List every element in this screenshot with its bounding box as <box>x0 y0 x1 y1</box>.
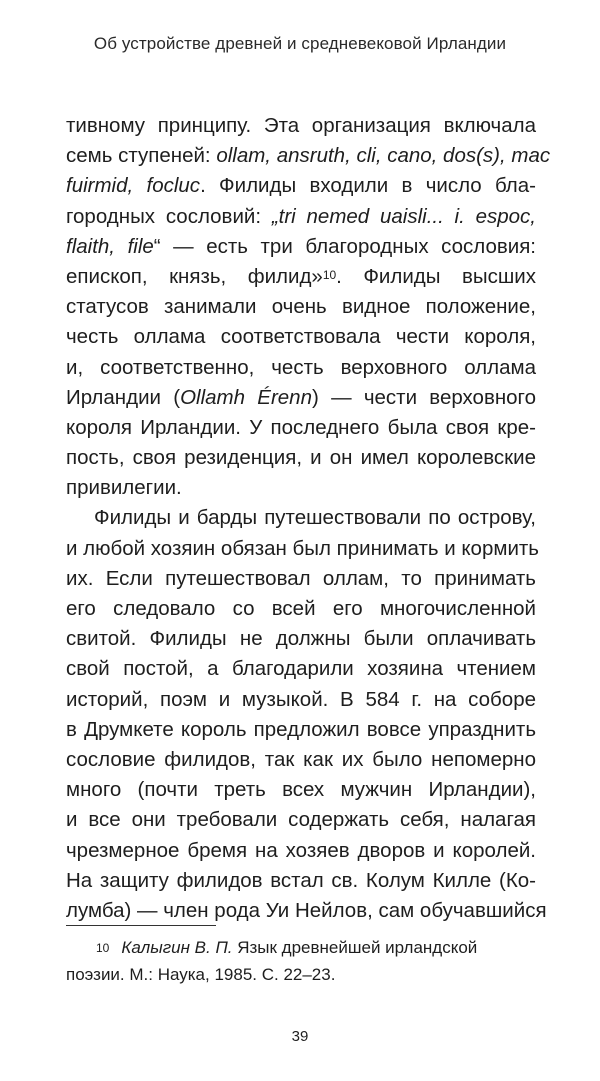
italic-span: Ollamh Érenn <box>180 385 312 409</box>
main-text <box>66 111 551 926</box>
text-line: привилегии. <box>66 476 182 500</box>
text-span: . Филиды входили в число бла- <box>200 174 536 198</box>
text-span: “ — есть три благородных сословия: <box>153 234 537 258</box>
italic-span: fuirmid, focluc <box>66 174 201 198</box>
text-span: городных сословий: <box>66 204 272 228</box>
footnote-divider <box>66 925 216 926</box>
text-line: в Друмкете король предложил вовсе упразднить <box>66 717 536 741</box>
text-line: историй, поэм и музыкой. В 584 г. на соборе <box>66 687 536 711</box>
text-line: свитой. Филиды не должны были оплачивать <box>66 627 536 651</box>
text-line <box>66 232 536 262</box>
italic-span: ollam, ansruth, cli, cano, dos(s), mac <box>216 144 551 168</box>
text-line: много (почти треть всех мужчин Ирландии), <box>66 778 536 802</box>
footnote-number: 10 <box>96 941 110 955</box>
text-line: честь оллама соответствовала чести короля, <box>66 325 536 349</box>
text-span: Ирландии ( <box>66 385 181 409</box>
text-line: и все они требовали содержать себя, налагая <box>66 808 536 832</box>
text-line: короля Ирландии. У последнего была своя кре- <box>66 415 536 439</box>
italic-span: „tri nemed uaisli... i. espoc, <box>271 204 536 228</box>
footnote-ref[interactable]: 10 <box>322 267 337 282</box>
text-line: На защиту филидов встал св. Колум Килле (Ко- <box>66 868 536 892</box>
text-line: лумба) — член рода Уи Нейлов, сам обучавшийся <box>66 898 547 922</box>
footnote-text: Язык древнейшей ирландской <box>232 938 478 957</box>
text-line: его следовало со всей его многочисленной <box>66 597 536 620</box>
text-span: епископ, князь, филид» <box>66 264 323 288</box>
text-line: свой постой, а благодарили хозяина чтением <box>66 657 536 681</box>
text-line: пость, своя резиденция, и он имел королевские <box>66 446 536 470</box>
text-line: их. Если путешествовал оллам, то принимать <box>66 566 536 590</box>
text-line: тивному принципу. Эта организация включала <box>66 114 536 137</box>
text-line: статусов занимали очень видное положение, <box>66 295 536 319</box>
text-line: и любой хозяин обязан был принимать и кормить <box>66 536 539 560</box>
text-line: чрезмерное бремя на хозяев дворов и королей. <box>66 838 536 862</box>
footnote-author: Калыгин В. П. <box>121 938 233 957</box>
text-line: сословие филидов, так как их было непомерно <box>66 747 536 771</box>
text-line <box>66 262 536 292</box>
text-line <box>66 171 536 201</box>
italic-span: flaith, file <box>66 234 154 258</box>
footnote-line: поэзии. М.: Наука, 1985. С. 22–23. <box>66 965 336 984</box>
text-span: ) — чести верховного <box>311 385 536 409</box>
text-line <box>66 383 536 413</box>
text-line: и, соответственно, честь верховного оллама <box>66 355 536 379</box>
text-line <box>66 141 551 171</box>
text-line <box>66 202 536 232</box>
text-span: . Филиды высших <box>336 264 536 288</box>
footnote-line <box>66 934 536 961</box>
page-number: 39 <box>291 1028 309 1045</box>
running-header: Об устройстве древней и средневековой Ирландии <box>93 34 507 53</box>
footnote <box>66 934 536 988</box>
text-line: Филиды и барды путешествовали по острову, <box>94 506 536 530</box>
text-span: семь ступеней: <box>66 144 217 168</box>
